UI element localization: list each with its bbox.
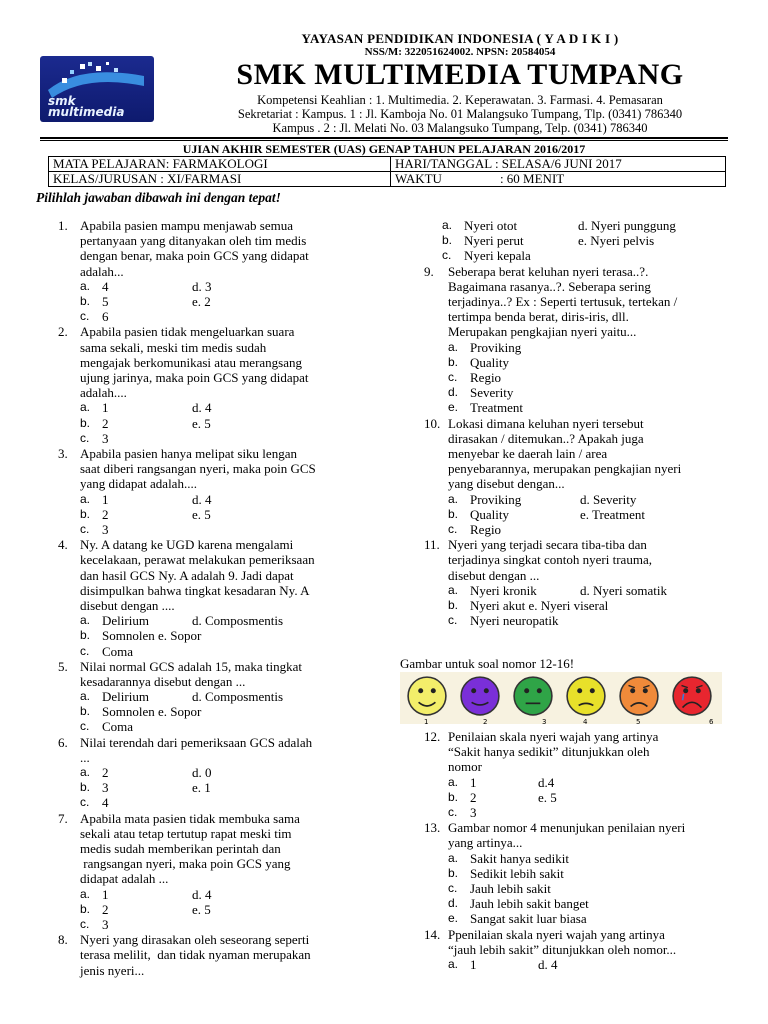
question-number: 6.	[58, 734, 68, 750]
option-letter: a.	[80, 689, 91, 704]
campus-2-address: Kampus . 2 : Jl. Melati No. 03 Malangsuko Tumpang, Telp. (0341) 786340	[272, 121, 648, 135]
option-text: Sakit hanya sedikit	[470, 850, 569, 866]
question	[58, 324, 378, 446]
option-letter: c.	[80, 430, 90, 445]
question-text: yang disebut dengan...	[448, 476, 565, 492]
question-text: “jauh lebih sakit” ditunjukkan oleh nomor...	[448, 941, 677, 957]
option-text: 2	[102, 415, 109, 431]
question-number: 3.	[58, 445, 68, 461]
answer-option	[80, 431, 378, 446]
question-text: ujung jarinya, maka poin GCS yang didapat	[80, 369, 309, 385]
option-text: 2	[102, 765, 109, 781]
pain-face-number: 3	[542, 718, 547, 726]
answer-option	[448, 492, 734, 507]
question-text: Apabila pasien mampu menjawab semua	[80, 218, 293, 233]
pain-face-icon	[618, 675, 660, 717]
question-text: kesadarannya disebut dengan ...	[80, 673, 246, 689]
option-letter: b.	[448, 789, 459, 804]
option-letter: a.	[448, 850, 459, 865]
answer-option	[448, 598, 734, 613]
option-letter: a.	[442, 218, 453, 232]
question-text: sama sekali, meski tim medis sudah	[80, 339, 267, 355]
option-text: 1	[470, 956, 477, 972]
option-text: 3	[102, 780, 109, 796]
question-text: adalah....	[80, 385, 127, 401]
question-text: Nyeri yang terjadi secara tiba-tiba dan	[448, 537, 647, 553]
option-text-secondary: d. Nyeri punggung	[578, 218, 676, 233]
answer-option	[448, 355, 734, 370]
option-text: Quality	[470, 354, 509, 370]
school-logo	[40, 56, 154, 122]
option-text-secondary: e. 5	[192, 415, 211, 431]
question	[58, 932, 378, 978]
question-text: menyebar ke daerah lain / area	[448, 445, 608, 461]
answer-option	[448, 790, 734, 805]
header-divider-thin	[40, 140, 728, 141]
answer-option	[448, 340, 734, 355]
question-text: Apabila mata pasien tidak membuka sama	[80, 810, 300, 826]
answer-option	[80, 704, 378, 719]
question-text: Merupakan pengkajian nyeri yaitu...	[448, 324, 637, 340]
question-text: dengan benar, maka poin GCS yang didapat	[80, 248, 309, 264]
question-number: 7.	[58, 810, 68, 826]
answer-option	[80, 917, 378, 932]
option-text-secondary: e. 5	[192, 506, 211, 522]
option-text: Quality	[470, 506, 509, 522]
pain-face-icon	[406, 675, 448, 717]
pain-face-number: 2	[483, 718, 488, 726]
option-text: Nyeri kronik	[470, 582, 537, 598]
question-number: 14.	[424, 926, 441, 942]
option-letter: b.	[80, 294, 91, 308]
option-text-secondary: d. 4	[192, 400, 212, 416]
option-letter: d.	[448, 896, 459, 911]
question-text: disebut dengan ...	[448, 567, 540, 583]
answer-option	[80, 628, 378, 643]
question-number: 2.	[58, 324, 68, 340]
option-text: Coma	[102, 643, 134, 659]
option-text: Delirium	[102, 613, 149, 629]
question-number: 4.	[58, 537, 68, 553]
option-letter: a.	[448, 956, 459, 971]
answer-option	[448, 370, 734, 385]
question-text: Nilai normal GCS adalah 15, maka tingkat	[80, 658, 303, 674]
question-text: sekali atau tetap tertutup rapat meski tim	[80, 825, 292, 841]
option-text: 2	[102, 506, 109, 522]
option-text-secondary: e. 1	[192, 780, 211, 796]
option-letter: a.	[80, 765, 91, 780]
option-text-secondary: e. Treatment	[580, 506, 645, 522]
option-letter: a.	[80, 491, 91, 506]
question-text: terasa melilit, dan tidak nyaman merupakan	[80, 947, 311, 963]
pain-face-number: 4	[583, 718, 588, 726]
option-letter: b.	[442, 233, 453, 248]
question-text: yang artinya...	[448, 835, 523, 851]
answer-option	[80, 416, 378, 431]
question-number: 13.	[424, 820, 441, 836]
answer-option	[80, 719, 378, 734]
question-text: Gambar nomor 4 menunjukan penilaian nyeri	[448, 820, 686, 836]
option-letter: a.	[80, 278, 91, 293]
pain-face-icon	[565, 675, 607, 717]
secretariat-address: Sekretariat : Kampus. 1 : Jl. Kamboja No. 01 Malangsuko Tumpang, Tlp. (0341) 786340	[237, 107, 683, 121]
answer-option	[448, 385, 734, 400]
option-text: Severity	[470, 385, 514, 401]
question-text: jenis nyeri...	[80, 962, 145, 978]
option-text-secondary: d. Severity	[580, 491, 637, 507]
question-text: pertanyaan yang ditanyakan oleh tim medis	[80, 233, 307, 249]
option-letter: c.	[80, 719, 90, 734]
option-text: Nyeri kepala	[464, 248, 531, 264]
answer-option	[80, 795, 378, 810]
header-divider	[40, 137, 728, 139]
option-text: 3	[470, 804, 477, 820]
question	[58, 537, 378, 659]
answer-option	[80, 507, 378, 522]
option-text-secondary: e. 5	[538, 789, 557, 805]
option-text: Jauh lebih sakit	[470, 880, 551, 896]
option-text-secondary: d. Composmentis	[192, 689, 284, 705]
option-text-secondary: d. 0	[192, 765, 212, 781]
option-letter: a.	[448, 491, 459, 506]
option-letter: c.	[80, 521, 90, 536]
option-text-secondary: d. Nyeri somatik	[580, 582, 668, 598]
option-letter: b.	[80, 506, 91, 521]
question-text: kecelakaan, perawat melakukan pemeriksaan	[80, 552, 315, 568]
option-text: 1	[102, 400, 109, 416]
option-text: Somnolen e. Sopor	[102, 628, 202, 644]
option-text: 3	[102, 430, 109, 446]
option-letter: b.	[448, 506, 459, 521]
question	[424, 729, 734, 820]
question-text: terjadinya singkat contoh nyeri trauma,	[448, 552, 652, 568]
question-text: penyebarannya, merupakan pengkajian nyeri	[448, 461, 682, 477]
option-text: Delirium	[102, 689, 149, 705]
option-letter: c.	[448, 880, 458, 895]
option-text: Proviking	[470, 491, 522, 507]
answer-option	[448, 522, 734, 537]
question-text: dirasakan / ditemukan..? Apakah juga	[448, 430, 644, 446]
option-text: 1	[102, 886, 109, 902]
answer-option	[80, 294, 378, 309]
option-letter: b.	[80, 780, 91, 795]
answer-option	[80, 689, 378, 704]
pain-face-icon	[671, 675, 713, 717]
option-text-secondary: e. 2	[192, 294, 211, 309]
option-text: Nyeri otot	[464, 218, 518, 233]
option-letter: b.	[80, 704, 91, 719]
exam-title: UJIAN AKHIR SEMESTER (UAS) GENAP TAHUN PELAJARAN 2016/2017	[182, 142, 586, 156]
answer-option	[448, 866, 734, 881]
right-column-bottom	[424, 729, 734, 972]
question-number: 8.	[58, 932, 68, 948]
question-text: Bagaimana rasanya..?. Seberapa sering	[448, 278, 651, 294]
option-letter: c.	[448, 804, 458, 819]
option-letter: c.	[80, 795, 90, 810]
answer-option	[80, 492, 378, 507]
option-letter: c.	[448, 369, 458, 384]
option-letter: b.	[448, 597, 459, 612]
question-number: 11.	[424, 537, 440, 553]
answer-option	[448, 957, 734, 972]
instructions: Pilihlah jawaban dibawah ini dengan tepat!	[36, 190, 281, 205]
option-text: 5	[102, 294, 109, 309]
option-letter: a.	[80, 613, 91, 628]
logo-text: smk multimedia	[48, 94, 125, 119]
answer-option	[448, 613, 734, 628]
option-letter: c.	[448, 613, 458, 628]
pain-face-number: 6	[709, 718, 714, 726]
option-text: Treatment	[470, 400, 523, 416]
exam-info-table	[48, 156, 726, 187]
left-column	[58, 218, 378, 978]
question-number: 5.	[58, 658, 68, 674]
option-letter: b.	[80, 628, 91, 643]
question-text: Nyeri yang dirasakan oleh seseorang seperti	[80, 932, 310, 948]
answer-option	[80, 887, 378, 902]
option-text: 4	[102, 278, 109, 294]
option-letter: b.	[448, 354, 459, 369]
answer-option	[442, 233, 734, 248]
question-text: Ppenilaian skala nyeri wajah yang artinya	[448, 926, 665, 942]
option-letter: c.	[448, 521, 458, 536]
pain-face-scale	[400, 672, 722, 724]
question-text: Seberapa berat keluhan nyeri terasa..?.	[448, 263, 649, 279]
option-letter: b.	[80, 901, 91, 916]
option-text: Sangat sakit luar biasa	[470, 911, 587, 927]
question-text: disebut dengan ....	[80, 597, 175, 613]
pain-face-number: 5	[636, 718, 641, 726]
answer-option	[80, 765, 378, 780]
answer-option	[442, 218, 734, 233]
answer-option	[448, 507, 734, 522]
option-text: Coma	[102, 719, 134, 735]
option-text: 4	[102, 795, 109, 811]
option-letter: a.	[80, 886, 91, 901]
answer-option	[442, 248, 734, 263]
option-text: Nyeri perut	[464, 233, 524, 249]
option-letter: c.	[80, 643, 90, 658]
question-text: ...	[80, 749, 90, 765]
question-text: rangsangan nyeri, maka poin GCS yang	[80, 856, 291, 872]
right-column-top	[424, 218, 734, 628]
option-text: Sedikit lebih sakit	[470, 865, 564, 881]
option-letter: c.	[80, 309, 90, 324]
answer-option	[448, 583, 734, 598]
option-letter: d.	[448, 385, 459, 400]
option-letter: c.	[80, 917, 90, 932]
answer-option	[448, 896, 734, 911]
answer-option	[448, 881, 734, 896]
question-text: Nilai terendah dari pemeriksaan GCS adalah	[80, 734, 313, 750]
option-text-secondary: d. 4	[538, 956, 558, 972]
school-name: SMK MULTIMEDIA TUMPANG	[236, 58, 684, 91]
competencies: Kompetensi Keahlian : 1. Multimedia. 2. Keperawatan. 3. Farmasi. 4. Pemasaran	[257, 93, 663, 107]
answer-option	[80, 902, 378, 917]
option-text-secondary: d. 4	[192, 886, 212, 902]
question-text: Apabila pasien hanya melipat siku lengan	[80, 445, 297, 461]
question-text: mengajak berkomunikasi atau merangsang	[80, 354, 303, 370]
question	[424, 820, 734, 926]
option-text-secondary: e. Nyeri pelvis	[578, 233, 655, 249]
question-text: terjadinya..? Ex : Seperti tertusuk, tertekan /	[448, 293, 678, 309]
question-text: Penilaian skala nyeri wajah yang artinya	[448, 729, 659, 744]
question-text: yang didapat adalah....	[80, 476, 197, 492]
answer-option	[80, 309, 378, 324]
option-letter: e.	[448, 400, 459, 415]
option-text: Somnolen e. Sopor	[102, 704, 202, 720]
answer-option	[80, 279, 378, 294]
option-letter: b.	[448, 865, 459, 880]
answer-option	[80, 400, 378, 415]
pain-face-number: 1	[424, 718, 429, 726]
option-text: Nyeri neuropatik	[470, 613, 559, 629]
question-text: tertimpa benda berat, diris-iris, dll.	[448, 309, 629, 325]
option-text-secondary: e. 5	[192, 901, 211, 917]
answer-option	[448, 805, 734, 820]
question	[424, 264, 734, 416]
option-text: Regio	[470, 369, 502, 385]
question-text: adalah...	[80, 263, 124, 279]
answer-option	[80, 780, 378, 795]
question-text: dan hasil GCS Ny. A adalah 9. Jadi dapat	[80, 567, 294, 583]
pain-face-icon	[512, 675, 554, 717]
answer-option	[448, 400, 734, 415]
question-text: nomor	[448, 759, 482, 775]
foundation-name: YAYASAN PENDIDIKAN INDONESIA ( Y A D I K I )	[301, 31, 619, 46]
class-cell: KELAS/JURUSAN : XI/FARMASI	[49, 172, 391, 187]
question-text: “Sakit hanya sedikit” ditunjukkan oleh	[448, 744, 650, 760]
time-cell: WAKTU : 60 MENIT	[391, 172, 726, 187]
option-letter: a.	[448, 582, 459, 597]
question-text: disimpulkan bahwa tingkat kesadaran Ny. A	[80, 582, 310, 598]
question	[58, 735, 378, 811]
option-text: 1	[102, 491, 109, 507]
answer-option	[448, 851, 734, 866]
date-cell: HARI/TANGGAL : SELASA/6 JUNI 2017	[391, 157, 726, 172]
option-text: Nyeri akut e. Nyeri viseral	[470, 597, 609, 613]
question	[58, 811, 378, 933]
option-text: 3	[102, 917, 109, 933]
option-text-secondary: d. 4	[192, 491, 212, 507]
option-text: 1	[470, 774, 477, 790]
question-text: Ny. A datang ke UGD karena mengalami	[80, 537, 294, 553]
option-text: 2	[102, 901, 109, 917]
option-text: Regio	[470, 521, 502, 537]
option-text: 3	[102, 521, 109, 537]
image-caption: Gambar untuk soal nomor 12-16!	[400, 656, 575, 671]
question-text: saat diberi rangsangan nyeri, maka poin GCS	[80, 461, 316, 477]
question-text: didapat adalah ...	[80, 871, 169, 887]
option-letter: a.	[448, 339, 459, 354]
answer-option	[448, 911, 734, 926]
question-text: Apabila pasien tidak mengeluarkan suara	[80, 324, 295, 340]
option-letter: e.	[448, 911, 459, 926]
question	[424, 416, 734, 538]
question	[58, 218, 378, 324]
option-letter: a.	[80, 400, 91, 415]
pain-face-icon	[459, 675, 501, 717]
question-number: 12.	[424, 729, 441, 744]
question-number: 10.	[424, 415, 441, 431]
option-text: Jauh lebih sakit banget	[470, 896, 589, 912]
option-text: Proviking	[470, 339, 522, 355]
question-text: Lokasi dimana keluhan nyeri tersebut	[448, 415, 644, 431]
option-letter: c.	[442, 248, 452, 263]
option-text-secondary: d. 3	[192, 278, 212, 294]
subject-cell: MATA PELAJARAN: FARMAKOLOGI	[49, 157, 391, 172]
option-letter: b.	[80, 415, 91, 430]
question	[424, 537, 734, 628]
answer-option	[80, 613, 378, 628]
question-number: 1.	[58, 218, 68, 233]
question-text: medis sudah memberikan perintah dan	[80, 841, 281, 857]
answer-option	[448, 775, 734, 790]
answer-option	[80, 644, 378, 659]
option-text: 2	[470, 789, 477, 805]
option-text-secondary: d. Composmentis	[192, 613, 284, 629]
nss-npsn: NSS/M: 322051624002. NPSN: 20584054	[364, 46, 556, 58]
question	[58, 446, 378, 537]
question-number: 9.	[424, 263, 434, 279]
option-letter: a.	[448, 774, 459, 789]
question	[58, 659, 378, 735]
option-text: 6	[102, 309, 109, 325]
answer-option	[80, 522, 378, 537]
option-text-secondary: d.4	[538, 774, 555, 790]
question	[424, 927, 734, 973]
